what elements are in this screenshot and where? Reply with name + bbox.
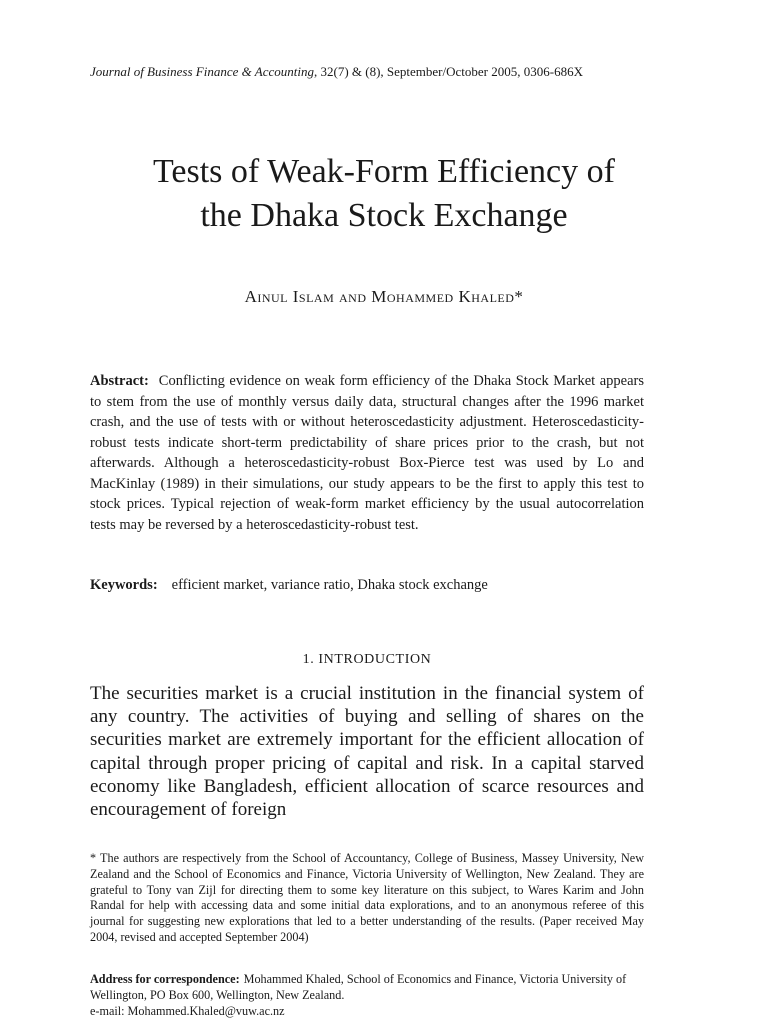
journal-name: Journal of Business Finance & Accounting — [90, 64, 314, 79]
keywords-text: efficient market, variance ratio, Dhaka stock exchange — [171, 577, 488, 593]
paper-title — [60, 150, 708, 238]
journal-citation — [90, 64, 690, 80]
author-list: Ainul Islam and Mohammed Khaled* — [244, 287, 524, 306]
keywords — [90, 575, 644, 595]
introduction-paragraph: The securities market is a crucial institution in the financial system of any country. The activities of buying and selling of shares on the securities market are extremely important for the efficient allocation of capital through proper pricing of capital and risk. In a capital starved economy like Bangladesh, efficient allocation of scarce resources and encouragement of foreign — [90, 683, 644, 821]
abstract-text: Conflicting evidence on weak form efficiency of the Dhaka Stock Market appears to stem from the use of monthly versus daily data, structural changes after the 1996 market crash, and the use of tests with or without heteroscedasticity adjustment. Heteroscedasticity-robust tests indicate short-term predictability of share prices prior to the crash, but not afterwards. Although a heteroscedasticity-robust Box-Pierce test was used by Lo and MacKinlay (1989) in their simulations, our study appears to be the first to apply this test to stock prices. Typical rejection of weak-form market efficiency by the usual autocorrelation tests may be reversed by a heteroscedasticity-robust test. — [90, 373, 644, 533]
address-text: Mohammed Khaled, School of Economics and Finance, Victoria University of Wellington, PO Box 600, Wellington, New Zealand. — [90, 972, 627, 1002]
paper-title-line-2: the Dhaka Stock Exchange — [200, 197, 568, 234]
keywords-label: Keywords: — [90, 577, 158, 593]
correspondence-address — [90, 972, 644, 1019]
journal-details: , 32(7) & (8), September/October 2005, 0306-686X — [313, 64, 583, 79]
paper-title-line-1: Tests of Weak-Form Efficiency of — [153, 153, 615, 190]
author-footnote: * The authors are respectively from the School of Accountancy, College of Business, Massey University, New Zealand and the School of Economics and Finance, Victoria University of Wellington, New Zealand. They are grateful to Tony van Zijl for directing them to some key literature on this subject, to Wares Karim and John Randal for help with accessing data and some initial data explorations, and to an anonymous referee of this journal for suggesting new explorations that led to a better understanding of the results. (Paper received May 2004, revised and accepted September 2004) — [90, 851, 644, 944]
section-heading: 1. INTRODUCTION — [302, 652, 432, 667]
email-address: e-mail: Mohammed.Khaled@vuw.ac.nz — [90, 1003, 285, 1018]
abstract-label: Abstract: — [90, 373, 149, 389]
address-label: Address for correspondence: — [90, 972, 240, 986]
abstract — [90, 371, 644, 535]
